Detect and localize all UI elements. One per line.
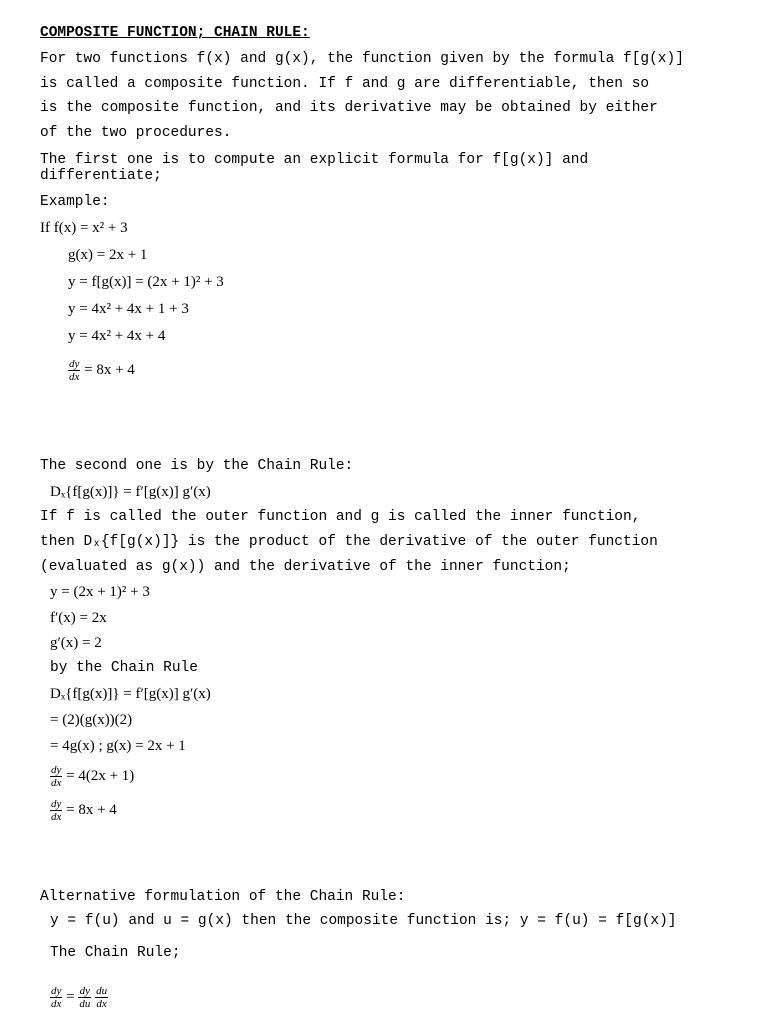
chain-example-line-5: Dₓ{f[g(x)]} = f′[g(x)] g′(x) [50, 686, 211, 702]
explanation-line-2: then Dₓ{f[g(x)]} is the product of the derivative of the outer function [40, 534, 658, 550]
example-line-4: y = 4x² + 4x + 1 + 3 [68, 301, 189, 317]
example-line-5: y = 4x² + 4x + 4 [68, 328, 166, 344]
second-method-label: The second one is by the Chain Rule: [40, 458, 354, 474]
leibniz-equals: = [66, 989, 75, 1005]
intro-line-4: of the two procedures. [40, 125, 232, 141]
alternative-line: y = f(u) and u = g(x) then the composite function is; y = f(u) = f[g(x)] [50, 913, 677, 929]
example-line-1: If f(x) = x² + 3 [40, 220, 128, 236]
alternative-label: Alternative formulation of the Chain Rule: [40, 889, 406, 905]
explanation-line-1: If f is called the outer function and g is called the inner function, [40, 509, 641, 525]
example-line-2: g(x) = 2x + 1 [68, 247, 148, 263]
first-method-line-2: differentiate; [40, 168, 162, 184]
chain-example-line-3: g′(x) = 2 [50, 635, 102, 651]
example-derivative [68, 356, 135, 384]
section-title: COMPOSITE FUNCTION; CHAIN RULE: [40, 25, 310, 41]
dy-dx-fraction: $\frac{dy}{dx}$ [51, 798, 62, 824]
chain-derivative-1-result: = 4(2x + 1) [66, 768, 135, 784]
example-label: Example: [40, 194, 110, 210]
chain-rule-label: The Chain Rule; [50, 945, 181, 961]
explanation-line-3: (evaluated as g(x)) and the derivative of the inner function; [40, 559, 571, 575]
chain-example-line-1: y = (2x + 1)² + 3 [50, 584, 150, 600]
dy-du-fraction: $\frac{dy}{du}$ [79, 985, 91, 1011]
first-method-line-1: The first one is to compute an explicit formula for f[g(x)] and [40, 152, 589, 168]
chain-derivative-2-result: = 8x + 4 [66, 802, 117, 818]
chain-derivative-1 [50, 762, 134, 790]
intro-line-2: is called a composite function. If f and g are differentiable, then so [40, 76, 650, 92]
chain-example-line-6: = (2)(g(x))(2) [50, 712, 133, 728]
example-derivative-result: = 8x + 4 [84, 362, 135, 378]
chain-rule-formula: Dₓ{f[g(x)]} = f′[g(x)] g′(x) [50, 484, 211, 500]
chain-derivative-2 [50, 796, 117, 824]
chain-example-line-4: by the Chain Rule [50, 660, 198, 676]
dy-dx-fraction: $\frac{dy}{dx}$ [51, 764, 62, 790]
intro-line-1: For two functions f(x) and g(x), the function given by the formula f[g(x)] [40, 51, 684, 67]
example-line-3: y = f[g(x)] = (2x + 1)² + 3 [68, 274, 224, 290]
chain-example-line-7: = 4g(x) ; g(x) = 2x + 1 [50, 738, 186, 754]
leibniz-chain-rule [50, 982, 108, 1012]
du-dx-fraction: $\frac{du}{dx}$ [96, 985, 108, 1011]
intro-line-3: is the composite function, and its derivative may be obtained by either [40, 100, 658, 116]
chain-example-line-2: f′(x) = 2x [50, 610, 107, 626]
dy-dx-fraction: $\frac{dy}{dx}$ [69, 358, 80, 384]
dy-dx-fraction: $\frac{dy}{dx}$ [51, 985, 62, 1011]
